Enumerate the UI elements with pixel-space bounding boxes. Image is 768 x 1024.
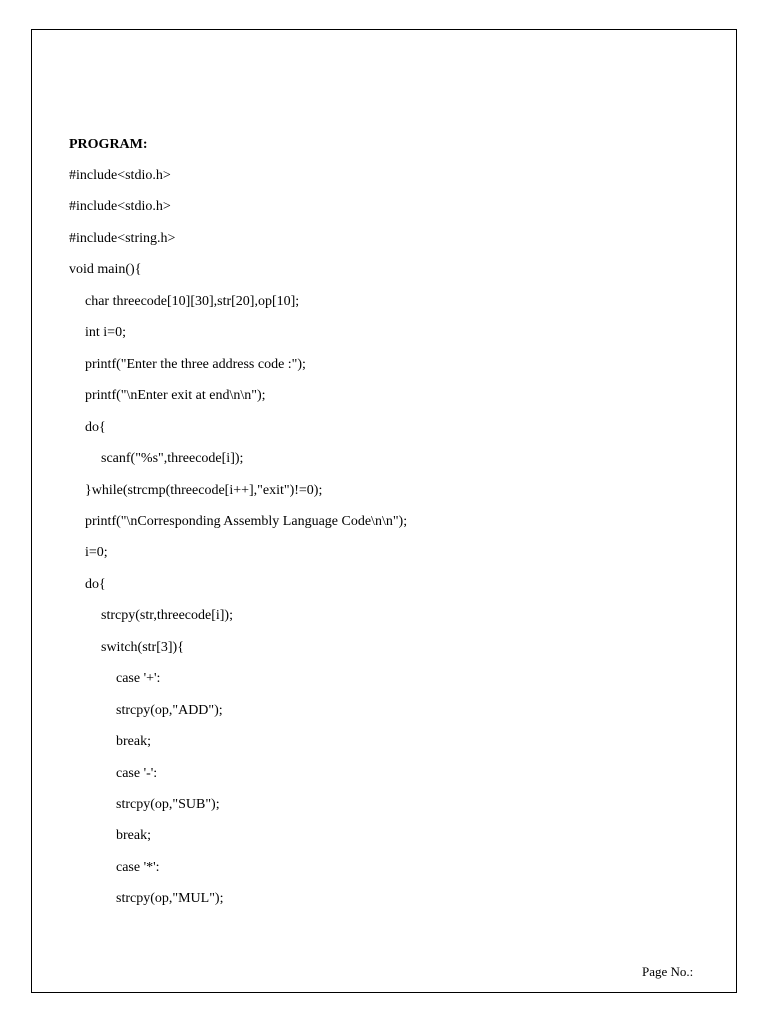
code-line: void main(){ <box>69 262 142 277</box>
code-line: printf("\nEnter exit at end\n\n"); <box>85 388 266 403</box>
code-line: case '*': <box>116 860 160 875</box>
code-line: #include<string.h> <box>69 231 176 246</box>
code-line: do{ <box>85 420 106 435</box>
code-line: break; <box>116 734 151 749</box>
code-line: break; <box>116 828 151 843</box>
code-line: int i=0; <box>85 325 126 340</box>
code-line: }while(strcmp(threecode[i++],"exit")!=0); <box>85 483 323 498</box>
code-line: case '-': <box>116 766 158 781</box>
code-line: i=0; <box>85 545 108 560</box>
code-line: printf("\nCorresponding Assembly Language Code\n\n"); <box>85 514 408 529</box>
code-line: scanf("%s",threecode[i]); <box>101 451 244 466</box>
code-line: do{ <box>85 577 106 592</box>
page-number-label: Page No.: <box>642 964 694 979</box>
code-line: strcpy(op,"SUB"); <box>116 797 220 812</box>
code-line: #include<stdio.h> <box>69 168 171 183</box>
code-line: printf("Enter the three address code :"); <box>85 357 306 372</box>
code-line: switch(str[3]){ <box>101 640 184 655</box>
code-line: strcpy(op,"MUL"); <box>116 891 224 906</box>
code-line: #include<stdio.h> <box>69 199 171 214</box>
code-line: strcpy(str,threecode[i]); <box>101 608 233 623</box>
program-heading: PROGRAM: <box>69 137 148 152</box>
code-line: case '+': <box>116 671 161 686</box>
code-line: char threecode[10][30],str[20],op[10]; <box>85 294 300 309</box>
code-line: strcpy(op,"ADD"); <box>116 703 223 718</box>
